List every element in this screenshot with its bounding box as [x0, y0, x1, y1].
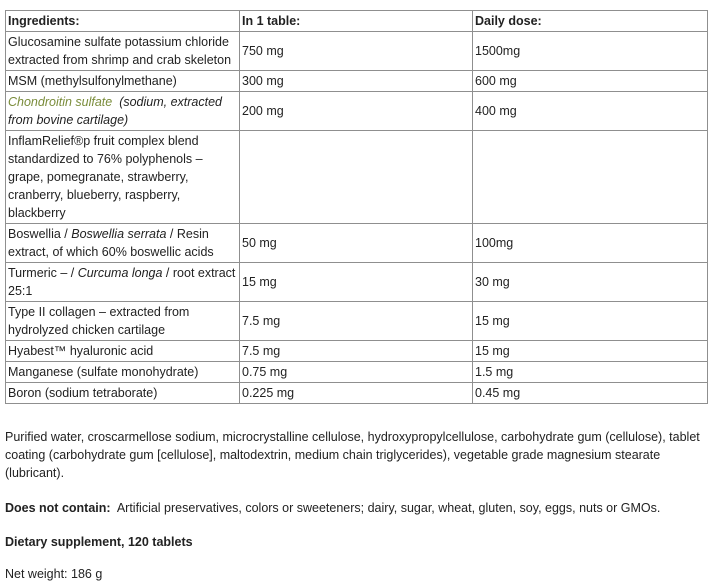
amount-per-tablet: 15 mg	[240, 263, 473, 302]
ingredient-latin-name: Curcuma longa	[77, 266, 163, 280]
product-type-label: Dietary supplement, 120 tablets	[5, 535, 193, 549]
ingredient-name: Type II collagen – extracted from hydrolyzed chicken cartilage	[6, 302, 240, 341]
table-row	[6, 32, 708, 71]
amount-daily: 0.45 mg	[473, 383, 708, 404]
amount-per-tablet: 200 mg	[240, 92, 473, 131]
ingredient-name	[6, 92, 240, 131]
supplement-facts-document	[5, 10, 707, 583]
ingredient-name: InflamRelief®p fruit complex blend standardized to 76% polyphenols – grape, pomegranate, strawberry, cranberry, blueberry, raspberry, blackberry	[6, 131, 240, 224]
ingredient-name: Hyabest™ hyaluronic acid	[6, 341, 240, 362]
amount-daily	[473, 131, 708, 224]
product-type	[5, 533, 707, 551]
ingredient-latin-name: Boswellia serrata	[71, 227, 167, 241]
table-row	[6, 383, 708, 404]
table-row	[6, 71, 708, 92]
other-ingredients-text: Purified water, croscarmellose sodium, microcrystalline cellulose, hydroxypropylcellulose, carbohydrate gum (cellulose), tablet coating (carbohydrate gum [cellulose], maltodextrin, medium chain triglycerides), vegetable grade magnesium stearate (lubricant).	[5, 430, 700, 480]
amount-per-tablet: 7.5 mg	[240, 341, 473, 362]
table-row	[6, 92, 708, 131]
ingredient-name-part: / root extract 25:1	[8, 266, 236, 298]
amount-per-tablet: 7.5 mg	[240, 302, 473, 341]
table-row	[6, 302, 708, 341]
amount-per-tablet: 50 mg	[240, 224, 473, 263]
ingredient-name	[6, 263, 240, 302]
header-daily-dose: Daily dose:	[473, 11, 708, 32]
amount-daily: 30 mg	[473, 263, 708, 302]
amount-per-tablet	[240, 131, 473, 224]
net-weight: Net weight: 186 g	[5, 567, 103, 581]
ingredient-name	[6, 224, 240, 263]
amount-daily: 15 mg	[473, 302, 708, 341]
ingredient-name-part: / Resin extract, of which 60% boswellic acids	[8, 227, 214, 259]
amount-per-tablet: 300 mg	[240, 71, 473, 92]
header-ingredients: Ingredients:	[6, 11, 240, 32]
amount-daily: 400 mg	[473, 92, 708, 131]
table-row	[6, 341, 708, 362]
header-per-tablet: In 1 table:	[240, 11, 473, 32]
amount-daily: 1500mg	[473, 32, 708, 71]
ingredient-name: MSM (methylsulfonylmethane)	[6, 71, 240, 92]
amount-per-tablet: 0.75 mg	[240, 362, 473, 383]
amount-daily: 100mg	[473, 224, 708, 263]
ingredient-name: Manganese (sulfate monohydrate)	[6, 362, 240, 383]
does-not-contain-text: Artificial preservatives, colors or sweeteners; dairy, sugar, wheat, gluten, soy, eggs, nuts or GMOs.	[116, 501, 661, 515]
amount-daily: 600 mg	[473, 71, 708, 92]
ingredient-name-part: Boswellia /	[8, 227, 72, 241]
ingredient-name: Glucosamine sulfate potassium chloride extracted from shrimp and crab skeleton	[6, 32, 240, 71]
amount-daily: 15 mg	[473, 341, 708, 362]
ingredients-table	[5, 10, 708, 404]
table-row	[6, 224, 708, 263]
amount-daily: 1.5 mg	[473, 362, 708, 383]
ingredient-name-detail: (sodium, extracted from bovine cartilage)	[8, 95, 223, 127]
does-not-contain-label: Does not contain:	[5, 501, 111, 515]
table-row	[6, 131, 708, 224]
table-header-row	[6, 11, 708, 32]
table-row	[6, 263, 708, 302]
does-not-contain-line	[5, 499, 707, 517]
table-row	[6, 362, 708, 383]
ingredient-name-highlight: Chondroitin sulfate	[8, 95, 113, 109]
amount-per-tablet: 0.225 mg	[240, 383, 473, 404]
ingredient-name-part: Turmeric – /	[8, 266, 78, 280]
ingredient-name: Boron (sodium tetraborate)	[6, 383, 240, 404]
amount-per-tablet: 750 mg	[240, 32, 473, 71]
